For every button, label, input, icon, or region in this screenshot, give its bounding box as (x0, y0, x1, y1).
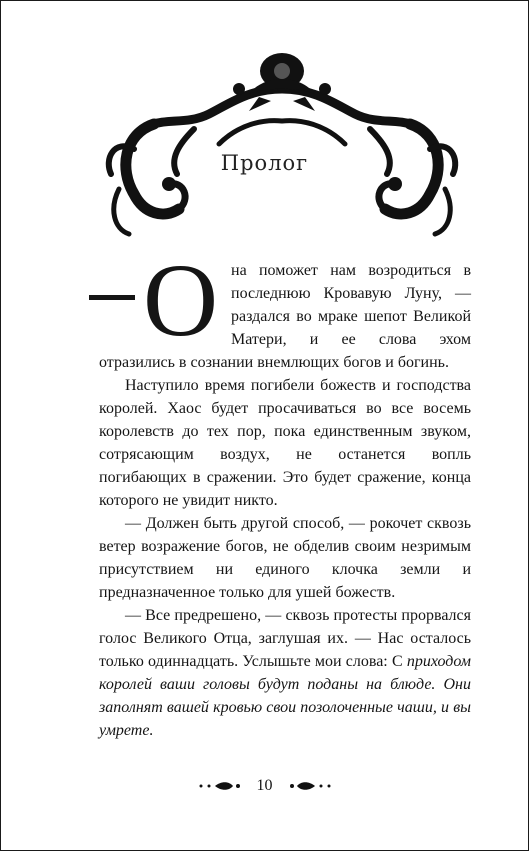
paragraph: — Должен быть другой способ, — рокочет сквозь ветер возражение богов, не обделив своим незримым присутствием ни единого клочка земли и предназначенное только для ушей божеств. (99, 515, 471, 601)
drop-cap-letter: О (143, 243, 219, 358)
paragraph-text: — Все предрешено, — сквозь протесты прорвался голос Великого Отца, заглушая их. — Нас осталось только одиннадцать. Услышьте мои слова: С (99, 607, 471, 670)
page-number: 10 (256, 777, 273, 795)
em-dash-mark (89, 295, 135, 300)
left-fleuron-icon (197, 781, 241, 791)
paragraph: на поможет нам возродиться в последнюю Кровавую Луну, — раздался во мраке шепот Великой Матери, и ее слова эхом отразились в сознании внемлющих богов и богинь. (99, 262, 471, 371)
drop-cap (99, 243, 225, 358)
baroque-frame-ornament (99, 49, 465, 239)
paragraph: Наступило время погибели божеств и господства королей. Хаос будет просачиваться во все восемь королевств до тех пор, пока единственным звуком, сотрясающим воздух, не останется вопль погибающих в сражении. Это будет сражение, конца которого не увидит никто. (99, 377, 471, 509)
page-footer (1, 777, 528, 795)
paragraph-italic-text: приходом королей ваши головы будут поданы на блюде. Они заполнят вашей кровью свои позолоченные чаши, и вы умрете. (99, 653, 471, 739)
chapter-title: Пролог (220, 151, 309, 175)
paragraph (99, 604, 471, 742)
right-fleuron-icon (289, 781, 333, 791)
chapter-body (99, 243, 471, 742)
